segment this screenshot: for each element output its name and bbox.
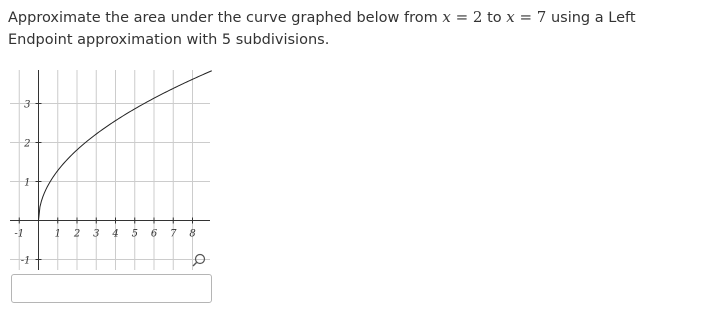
x-tick-label: 5 (131, 228, 138, 240)
question-to: to (487, 10, 502, 26)
x-tick-label: 7 (170, 228, 177, 240)
x-tick-label: 8 (189, 228, 196, 240)
x-tick-label: 4 (112, 228, 119, 240)
graph-grid (10, 70, 210, 270)
y-tick-label: 2 (24, 138, 31, 150)
y-tick-label: 1 (24, 177, 31, 189)
magnifier-icon[interactable] (193, 255, 205, 267)
math-x-end: x = 7 (506, 8, 547, 26)
question-part1: Approximate the area under the curve graphed below from (8, 10, 438, 26)
graph-ticks (14, 100, 195, 267)
y-tick-label: -1 (20, 255, 31, 267)
function-curve (39, 71, 212, 221)
x-tick-label: 6 (150, 228, 158, 240)
question-part2: using a Left Endpoint approximation with 5 subdivisions. (8, 10, 636, 48)
answer-input[interactable] (11, 274, 212, 303)
graph-axes (10, 70, 210, 270)
x-tick-label: 2 (73, 228, 81, 240)
y-tick-label: 3 (24, 99, 31, 111)
x-tick-label: 3 (93, 228, 100, 240)
x-tick-label: 1 (54, 228, 61, 240)
math-x-start: x = 2 (442, 8, 483, 26)
x-tick-label: -1 (14, 228, 25, 240)
